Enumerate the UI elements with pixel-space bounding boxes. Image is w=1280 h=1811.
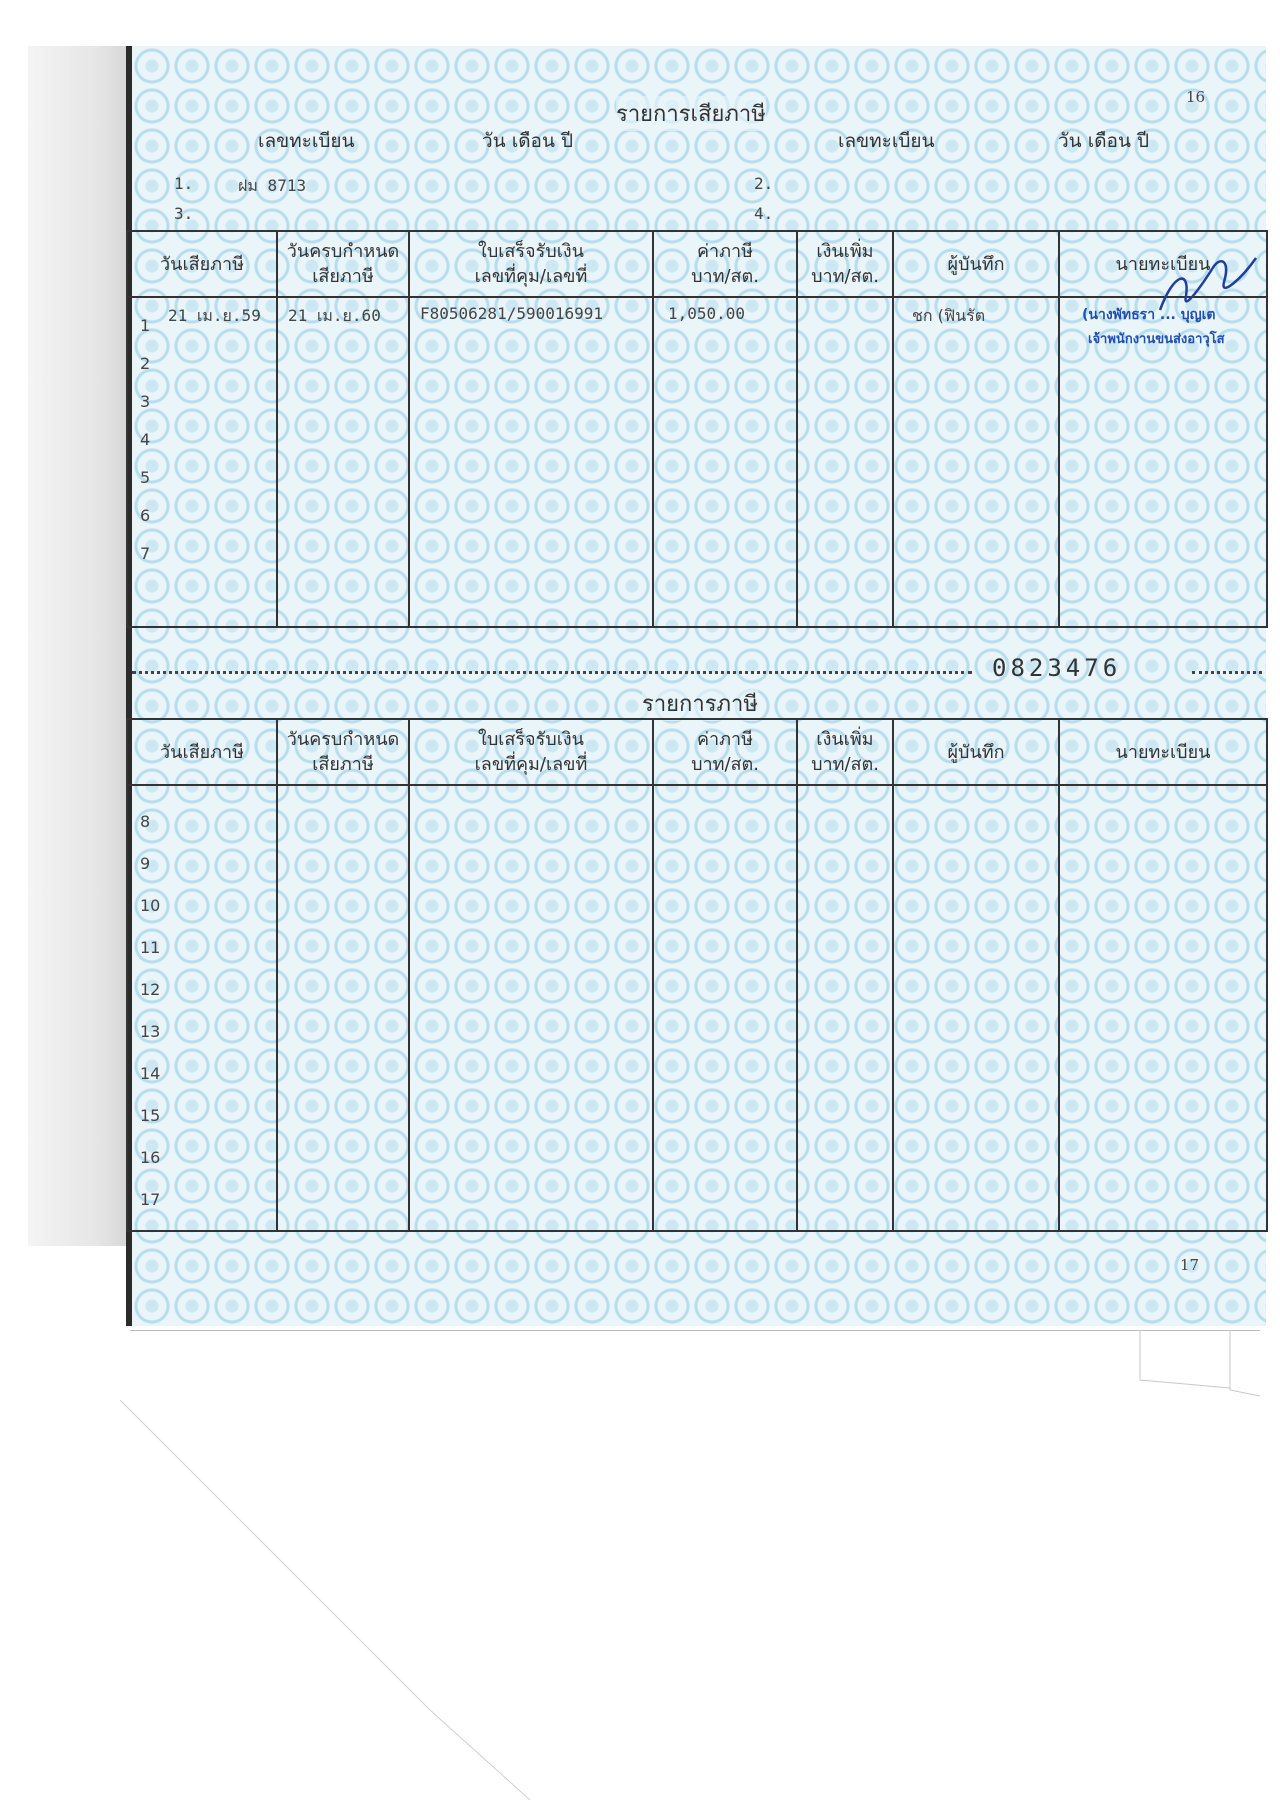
paid-section-title: รายการเสียภาษี <box>616 96 766 131</box>
serial-number: 0823476 <box>992 654 1122 682</box>
col-registrar: นายทะเบียน <box>1059 231 1267 297</box>
row-number: 9 <box>140 854 151 873</box>
row-number: 15 <box>140 1106 161 1125</box>
col-due-date: วันครบกำหนด เสียภาษี <box>277 719 409 785</box>
row-number: 2 <box>140 354 151 373</box>
row-number: 13 <box>140 1022 161 1041</box>
row-number: 12 <box>140 980 161 999</box>
row-number: 3 <box>140 392 151 411</box>
registrar-stamp-title: เจ้าพนักงานขนส่งอาวุโส <box>1088 332 1225 347</box>
col-due-date: วันครบกำหนด เสียภาษี <box>277 231 409 297</box>
due-date-cell: 21 เม.ย.60 <box>277 297 409 627</box>
col-recorder: ผู้บันทึก <box>893 231 1059 297</box>
row-number: 6 <box>140 506 151 525</box>
row-number: 17 <box>140 1190 161 1209</box>
row-number: 16 <box>140 1148 161 1167</box>
signature-icon <box>1152 252 1262 322</box>
reg-label-2: เลขทะเบียน <box>838 130 935 152</box>
registrar-stamp-name: (นางพัทธรา ... บุญเต <box>1082 307 1216 323</box>
row-number: 10 <box>140 896 161 915</box>
document-sheet <box>126 46 1266 1326</box>
col-registrar: นายทะเบียน <box>1059 719 1267 785</box>
table-header <box>127 719 1267 785</box>
reg-value-1: ฝม 8713 <box>238 176 307 195</box>
reg-no-4: 4. <box>754 204 774 223</box>
binder-shadow <box>28 46 126 1246</box>
col-receipt: ใบเสร็จรับเงิน เลขที่คุม/เลขที่ <box>409 719 653 785</box>
row-number: 14 <box>140 1064 161 1083</box>
row-number: 4 <box>140 430 151 449</box>
page-number-top: 16 <box>1186 88 1206 106</box>
reg-label-1: เลขทะเบียน <box>258 130 355 152</box>
extra-cell <box>797 297 893 627</box>
paid-tax-table <box>126 230 1268 628</box>
table-row <box>127 785 1267 1231</box>
page-number-bottom: 17 <box>1180 1256 1200 1274</box>
col-paid-date: วันเสียภาษี <box>127 719 277 785</box>
col-tax: ค่าภาษี บาท/สต. <box>653 231 797 297</box>
reg-no-3: 3. <box>174 204 194 223</box>
perforation-line <box>132 671 972 674</box>
date-label-2: วัน เดือน ปี <box>1058 130 1150 152</box>
paid-date-cell: 21 เม.ย.59 <box>127 297 277 627</box>
perforation-line <box>1192 671 1262 674</box>
tax-table <box>126 718 1268 1232</box>
row-number: 11 <box>140 938 161 957</box>
row-number: 1 <box>140 316 151 335</box>
col-tax: ค่าภาษี บาท/สต. <box>653 719 797 785</box>
col-recorder: ผู้บันทึก <box>893 719 1059 785</box>
receipt-cell: F80506281/590016991 <box>409 297 653 627</box>
col-extra: เงินเพิ่ม บาท/สต. <box>797 231 893 297</box>
recorder-cell: ชก (ฟินรัต <box>893 297 1059 627</box>
col-receipt: ใบเสร็จรับเงิน เลขที่คุม/เลขที่ <box>409 231 653 297</box>
table-header <box>127 231 1267 297</box>
reg-no-1: 1. <box>174 174 194 193</box>
scan-background <box>100 1330 1280 1810</box>
row-number: 8 <box>140 812 151 831</box>
col-paid-date: วันเสียภาษี <box>127 231 277 297</box>
reg-no-2: 2. <box>754 174 774 193</box>
col-extra: เงินเพิ่ม บาท/สต. <box>797 719 893 785</box>
row-number: 7 <box>140 544 151 563</box>
tax-cell: 1,050.00 <box>653 297 797 627</box>
row-number: 5 <box>140 468 151 487</box>
tax-section-title: รายการภาษี <box>642 686 758 721</box>
date-label-1: วัน เดือน ปี <box>482 130 574 152</box>
